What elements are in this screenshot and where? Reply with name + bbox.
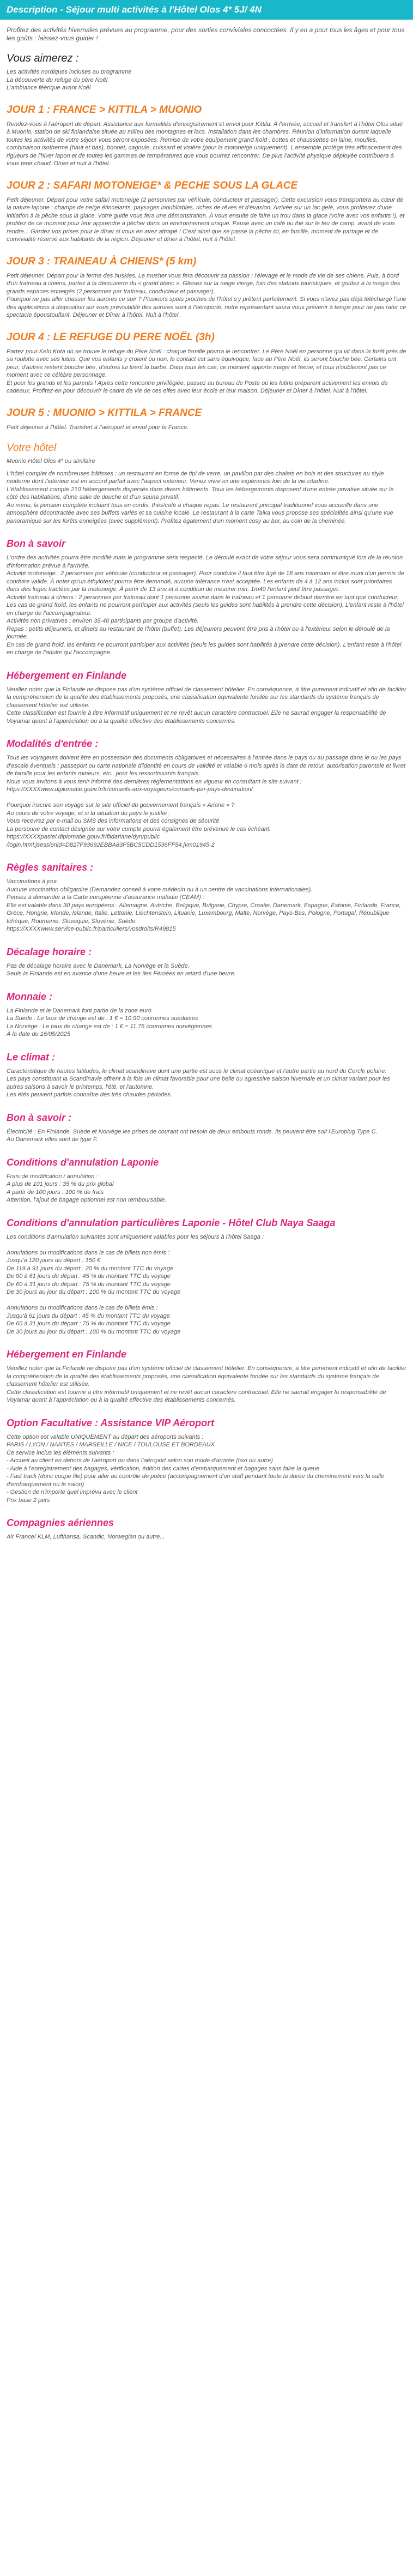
text-day-2: Petit déjeuner. Départ pour votre safari motoneige (2 personnes par véhicule, conducteur et passager). Cette excursion vous transportera au cœur de la nature lapone : champs de neige étincelants, paysages inoubliables, riches de rêves et d'évasion. Arrivée sur un lac gelé, vous profiterez d'une initiation à la pêche sous la glace. Votre guide vous fera une démonstration. À vous ensuite de faire un trou dans la glace (voire avec vos enfants !), et profitez de ce moment pour leur apprendre à pêcher dans un environnement unique. Pause avec un café ou thé sur le feu de camp, avant de vous rendre... Gardez vos prises pour le dîner si vous en avez attrapé ! C'est ainsi que se passe la pêche ici, en famille, moment de partage et de convivialité réservé aux habitants de la région. Déjeuner et dîner à l'hôtel, nuit à l'hôtel. [7,196,405,243]
heading-day-2: JOUR 2 : SAFARI MOTONEIGE* & PECHE SOUS LA GLACE [7,179,298,191]
heading-option-vip: Option Facultative : Assistance VIP Aéroport [7,1417,215,1428]
text-regles-sanitaires: Vaccinations à jour. Aucune vaccination obligatoire (Demandez conseil à votre médecin ou à un centre de vaccinations internationales). Pensez à demander à la Carte européenne d'assurance maladie (CEAM) : Elle est valable dans 30 pays européens : Allemagne, Autriche, Belgique, Bulgarie, Chypre, Croatie, Danemark, Espagne, Estonie, Finlande, France, Grèce, Hongrie, Irlande, Islande, Italie, Lettonie, Liechtenstein, Lituanie, Luxembourg, Malte, Norvège, Pays-Bas, Pologne, Portugal, République tchèque, Roumanie, Slovaquie, Slovénie, Suède. https://XXXXwww.service-public.fr/particuliers/vosdroits/R49815 [7,878,401,932]
text-compagnies: Air France/ KLM, Lufthansa, Scandic, Norwegian ou autre... [7,1534,165,1540]
heading-modalites: Modalités d'entrée : [7,738,99,749]
text-conditions-annulation: Frais de modification / annulation : A plus de 101 jours : 35 % du prix global A partir de 100 jours : 100 % de frais Attention, l'ajout de bagage optionnel est non remboursable. [7,1173,167,1203]
heading-bon-a-savoir: Bon à savoir [7,538,66,549]
heading-hotel: Votre hôtel [7,442,57,454]
heading-decalage: Décalage horaire : [7,946,92,957]
heading-day-5: JOUR 5 : MUONIO > KITTILA > FRANCE [7,407,202,419]
text-aimerez: Les activités nordiques incluses au programme La découverte du refuge du père Noël L'ambiance féérique avant Noël [7,69,132,91]
text-conditions-particulieres: Les conditions d'annulation suivantes sont uniquement valables pour les séjours à l'hôtel Saaga : Annulations ou modifications dans le cas de billets non émis : Jusqu'à 120 jours du départ : 150 € De 119 à 91 jours du départ : 20 % du montant TTC du voyage De 90 à 61 jours du départ : 45 % du montant TTC du voyage De 60 à 31 jours du départ : 75 % du montant TTC du voyage De 30 jours au jour du départ : 100 % du montant TTC du voyage Annulations ou modifications dans le cas de billets émis : Jusqu'à 61 jours du départ : 45 % du montant TTC du voyage De 60 à 31 jours du départ : 75 % du montant TTC du voyage De 30 jours au jour du départ : 100 % du montant TTC du voyage [7,1233,264,1335]
heading-bon-a-savoir-2: Bon à savoir : [7,1112,72,1123]
heading-climat: Le climat : [7,1051,56,1063]
text-climat: Caractéristique de hautes latitudes, le climat scandinave dont une partie est sous le climat océanique et l'autre partie au nord du Cercle polaire. Les pays constituant la Scandinavie offrent à la fois un climat favorable pour une belle ou agressive saison hivernale et un climat variant pour les autres saisons à savoir le printemps, l'été, et l'automne. Les étés peuvent parfois connaître des très chaudes périodes. [7,1067,390,1098]
heading-day-3: JOUR 3 : TRAINEAU À CHIENS* (5 km) [7,255,197,267]
text-hotel: L'hôtel complet de nombreuses bâtisses : un restaurant en forme de tipi de verre, un pavillon par des chalets en bois et des structures au style moderne dont l'intérieur est en accord parfait avec l'aspect extérieur. Venez vivre ici une expérience loin de la vie citadine. L'établissement compte 210 hébergements dispersés dans divers bâtiments. Tous les hébergements disposent d'une entrée privative située sur le côté des habitations, d'une salle de douche et d'un sauna privatif. Au menu, la pension complète incluant tous en cordis, thés/café à chaque repas. Le restaurant principal traditionnel vous accueille dans une atmosphère décontractée avec ses buffets variés et sa cuisine locale. Le restaurant à la carte Taika vous propose ses spécialités ainsi qu'une vue panoramique sur les forêts enneigées (avec supplément). Profitez également d'un moment cosy au bar, au coin de la cheminée. [7,470,394,524]
heading-conditions-particulieres: Conditions d'annulation particulières Laponie - Hôtel Club Naya Saaga [7,1217,336,1228]
page-title-banner: Description - Séjour multi activités à l'Hôtel Olos 4* 5J/ 4N [0,0,413,20]
heading-aimerez: Vous aimerez : [7,52,79,64]
text-day-1: Rendez-vous à l'aéroport de départ. Assistance aux formalités d'enregistrement et envol pour Kittila. À l'arrivée, accueil et transfert à l'hôtel Olos situé à Muonio, station de ski finlandaise située au milieu des montagnes et lacs. Installation dans les chambres. Réunion d'information durant laquelle toutes les activités de votre séjour vous seront exposées. Remise de votre équipement grand froid : bottes et chaussettes en laine, moufles, combinaison isotherme (haut et bas), bonnet, cagoule, cuissard et visière (pour la motoneige uniquement). L'ensemble protège très efficacement des rigueurs de l'hiver lapon et de toutes les gammes de températures que vous pourrez rencontrer. De plus l'activité physique déployée contribuera à vous tenir chaud. Dîner et nuit à l'hôtel. [7,120,403,167]
text-option-vip: Cette option est valable UNIQUEMENT au départ des aéroports suivants : PARIS / LYON / NANTES / MARSEILLE / NICE / TOULOUSE ET BORDEAUX Ce service inclus les éléments suivants : - Accueil au client en dehors de l'aéroport ou dans l'aéroport selon son mode d'arrivée (taxi ou autre) - Aide à l'enregistrement des bagages, vérification, édition des cartes d'embarquement et bagages sans faire la queue - Fast track (donc coupe file) pour aller au contrôle de police (accompagnement d'un staff pendant toute la durée du cheminement vers la salle d'embarquement ou le salon) - Gestion de n'importe quel imprévu avec le client Prix base 2 pers [7,1433,385,1504]
text-bon-a-savoir: L'ordre des activités pourra être modifié mais le programme sera respecté. Le déroulé exact de votre séjour vous sera communiqué lors de la réunion d'information prévue à l'arrivée. Activité motoneige : 2 personnes par véhicule (conducteur et passager). Pour conduire il faut être âgé de 18 ans minimum et être muni d'un permis de conduire valide. À noter qu'un éthylotest pourra être demandé, aucune tolérance n'est acceptée. Les enfants de 4 à 12 ans inclus sont prioritaires dans des luges tractées par la motoneige. À partir de 13 ans et à condition de mesurer min. 1m40 l'enfant peut être passager. Activité traîneau à chiens : 2 personnes par traîneau dont 1 personne assise dans le traîneau et 1 personne debout derrière en tant que conducteur. Les cas de grand froid, les enfants ne pourront participer aux activités (seuls les guides sont habilités à prendre cette décision). L'enfant reste à l'hôtel en charge de l'accompagnateur. Activités non privatives : environ 35-40 participants par groupe d'activité. Repas : petits déjeuners, et dîners au restaurant de l'hôtel (buffet). Les déjeuners peuvent être pris à l'hôtel ou à l'extérieur selon le déroulé de la journée. En cas de grand froid, les enfants ne pourront participer aux activités (seuls les guides sont habilités à prendre cette décision). L'enfant reste à l'hôtel en charge de l'adulte qui l'accompagne. [7,554,404,656]
text-bon-a-savoir-2: Électricité : En Finlande, Suède et Norvège les prises de courant ont besoin de deux embouts ronds. Ils peuvent être soit l'Europlug Type C. Au Danemark elles sont de type F. [7,1128,378,1143]
heading-day-1: JOUR 1 : FRANCE > KITTILA > MUONIO [7,104,202,116]
heading-monnaie: Monnaie : [7,991,52,1002]
text-hebergement-2: Veuillez noter que la Finlande ne dispose pas d'un système officiel de classement hôtelier. En conséquence, à titre purement indicatif et afin de faciliter la compréhension de la qualité des établissements proposés, une classification équivalente fondée sur les standards du système français de classement hôtelier est utilisée. Cette classification est fournie à titre informatif uniquement et ne revêt aucun caractère contractuel. Elle ne saurait engager la responsabilité de Voyamar quant à l'appréciation ou à la qualité effective des établissements concernés. [7,1365,406,1403]
heading-conditions-annulation: Conditions d'annulation Laponie [7,1156,159,1168]
description-content [0,20,413,1541]
text-day-4: Partez pour Kelo Kota où se trouve le refuge du Père Noël : chaque famille pourra le rencontrer. Le Père Noël en personne qui vit dans la forêt près de sa roulotte avec ses lutins. Que vos enfants y croient ou non, le contact est sans équivoque, face au Père Noël, ils seront bouche bée. Certains ont peur, d'autres restent bouche bée, d'autres lui tirent la barbe. Dans tous les cas, ce moment apporte magie et féérie, et tous n'oublieront pas ce moment avec ce célèbre personnage. Et pour les grands et les parents ! Après cette rencontre privilégiée, passez au bureau de Poste où les lutins préparent activement les envois de cadeaux. Profitez-en pour découvrir le cadre de vie de ces elfes avec leur école et leur maison. Déjeuner et Dîner à l'hôtel. Nuit à l'hôtel. [7,348,406,394]
heading-hebergement-2: Hébergement en Finlande [7,1349,127,1360]
heading-hebergement: Hébergement en Finlande [7,669,127,681]
hotel-subtitle: Muonio Hôtel Olos 4* ou similaire [7,458,95,464]
text-modalites: Tous les voyageurs doivent être en possession des documents obligatoires et nécessaires à l'entrée dans le pays ou au passage dans le ou les pays d'escale éventuels : passeport ou carte nationale d'identité en cours de validité et valable 6 mois après la date de retour, autorisation parentale et livret de famille pour les enfants mineurs, etc., pour les ressortissants français. Nous vous invitons à vous tenir informé des dernières réglementations en vigueur en consultant le site suivant : https://XXXXwww.diplomatie.gouv.fr/fr/conseils-aux-voyageurs/conseils-par-pays-destination/ Pourquoi inscrire son voyage sur le site officiel du gouvernement français « Ariane » ? Au cours de votre voyage, et si la situation du pays le justifie : Vous recevrez par e-mail ou SMS des informations et des consignes de sécurité La personne de contact désignée sur votre compte pourra également être prévenue le cas échéant. https://XXXXpastel.diplomatie.gouv.fr/fildariane/dyn/public /login.html;jsessionid=D827F93692EBBA83F5BC5CDD1536FF54.jvm01945-2 [7,755,405,848]
text-hebergement: Veuillez noter que la Finlande ne dispose pas d'un système officiel de classement hôtelier. En conséquence, à titre purement indicatif et afin de faciliter la compréhension de la qualité des établissements proposés, une classification équivalente fondée sur les standards du système français de classement hôtelier est utilisée. Cette classification est fournie à titre informatif uniquement et ne revêt aucun caractère contractuel. Elle ne saurait engager la responsabilité de Voyamar quant à l'appréciation ou à la qualité effective des établissements concernés. [7,686,406,725]
text-monnaie: La Finlande et le Danemark font partie de la zone euro La Suède : Le taux de change est de : 1 € = 10.90 couronnes suédoises La Norvège : Le taux de change est de : 1 € = 11.76 couronnes norvégiennes À la date du 16/05/2025 [7,1007,212,1037]
text-day-3: Petit déjeuner. Départ pour la ferme des huskies. Le musher vous fera découvrir sa passion : l'élevage et le mode de vie de ses chiens. Puis, à bord d'un traîneau à chiens, partez à la découverte du « grand blanc ». Glissez sur la neige vierge, loin des stations touristiques, et goûtez à la magie des grands espaces enneigés (2 personnes par traîneau, conducteur et passager). Pourquoi ne pas aller chasser les aurores ce soir ? Plusieurs spots proches de l'hôtel s'y prêtent parfaitement. Si vous n'avez pas déjà téléchargé l'une des applications à disposition sur vous prévisibilité des aurores sont à l'aéroporté, notre représentant saura vous prévenir à temps pour ne pas rater ce spectacle époustouflant. Déjeuner et Dîner à l'hôtel. Nuit à l'hôtel. [7,272,406,318]
heading-regles-sanitaires: Règles sanitaires : [7,862,94,873]
intro-text: Profitez des activités hivernales prévues au programme, pour des sorties conviviales concoctées. Il y en a pour tous les âges et pour tous les goûts : laissez-vous guider ! [7,26,405,42]
heading-compagnies: Compagnies aériennes [7,1517,114,1528]
text-decalage: Pas de décalage horaire avec le Danemark, La Norvège et la Suède. Seuls la Finlande est en avance d'une heure et les îles Féroées en retard d'une heure. [7,962,236,977]
heading-day-4: JOUR 4 : LE REFUGE DU PERE NOËL (3h) [7,331,215,343]
text-day-5: Petit déjeuner à l'hôtel. Transfert à l'aéroport et envol pour la France. [7,424,189,431]
